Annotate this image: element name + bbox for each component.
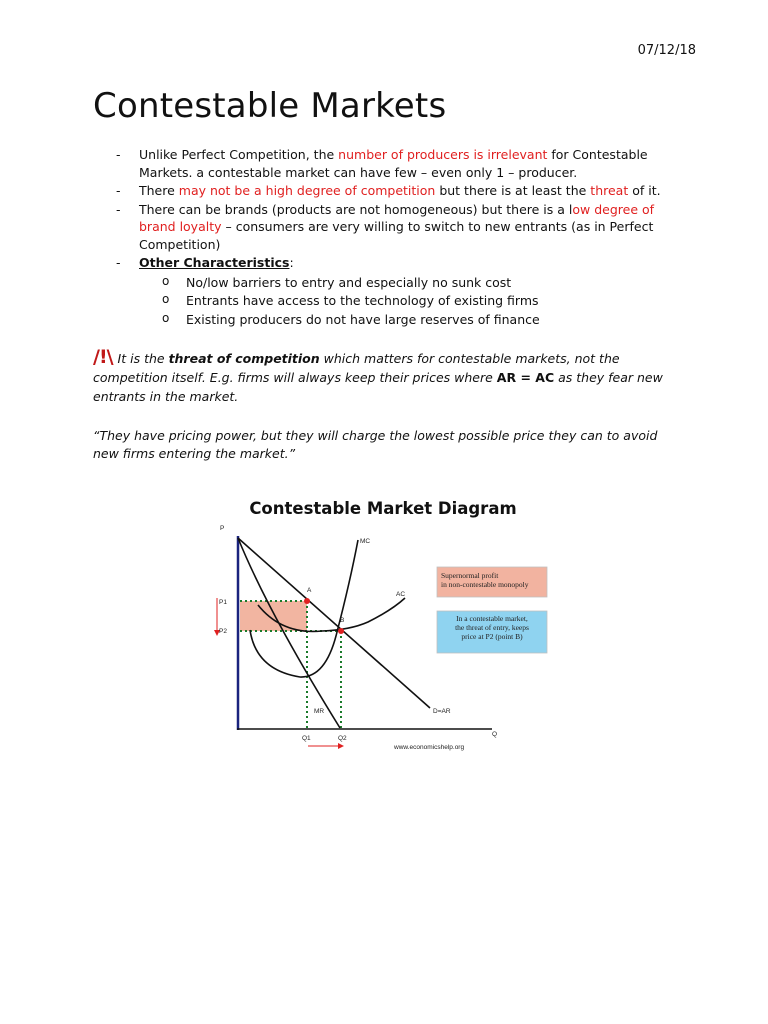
- warning-pre: It is the: [117, 351, 169, 366]
- bullet-list: [112, 146, 672, 329]
- contestable-box-line-1: In a contestable market,: [456, 614, 528, 623]
- body-text: There can be brands (products are not homogeneous) but there is a l: [139, 201, 573, 217]
- warning-icon: /!\: [93, 346, 113, 368]
- bullet-item: [112, 182, 672, 200]
- label-q: Q: [492, 731, 498, 738]
- profit-box-line-1: Supernormal profit: [441, 571, 499, 580]
- quantity-increase-arrowhead: [338, 743, 344, 749]
- label-mc: MC: [360, 538, 371, 545]
- label-q2: Q2: [338, 735, 347, 742]
- body-text: – consumers are very willing to switch to new entrants (as in Perfect Competition): [139, 219, 654, 252]
- highlight-text: number of producers is irrelevant: [338, 147, 548, 162]
- bullet-text-0: [139, 147, 648, 180]
- source-credit: www.economicshelp.org: [394, 744, 465, 751]
- mr-curve: [238, 538, 340, 728]
- bullet-item: [112, 201, 672, 254]
- contestable-market-diagram: [200, 520, 560, 760]
- bullet-text-2: [139, 202, 654, 252]
- supernormal-profit-area: [240, 601, 307, 631]
- sub-item: o Existing producers do not have large reserves of finance: [139, 311, 672, 329]
- label-ac: AC: [396, 591, 406, 598]
- contestable-box-line-3: price at P2 (point B): [461, 632, 523, 641]
- point-a: [304, 598, 310, 604]
- label-a: A: [307, 587, 312, 594]
- label-q1: Q1: [302, 735, 311, 742]
- colon: :: [289, 255, 294, 270]
- point-b: [338, 628, 344, 634]
- label-p: P: [220, 525, 225, 532]
- label-dar: D=AR: [433, 708, 451, 715]
- bullet-item: [112, 146, 672, 181]
- body-text: of it.: [628, 183, 661, 198]
- sub-item: o No/low barriers to entry and especially no sunk cost: [139, 274, 672, 292]
- highlight-text: may not be a high degree of competition: [178, 183, 436, 198]
- warning-mid: which matters for contestable markets, not the competition itself. E.g. firms will always keep their prices where: [93, 351, 620, 385]
- label-p2: P2: [219, 628, 227, 635]
- other-characteristics-heading: Other Characteristics: [139, 255, 290, 270]
- highlight-text: threat: [590, 183, 629, 198]
- sub-item: o Entrants have access to the technology of existing firms: [139, 292, 672, 310]
- bullet-item-other-characteristics: [112, 254, 672, 328]
- warning-emphasis: threat of competition: [168, 351, 320, 366]
- body-text: Unlike Perfect Competition, the: [139, 147, 339, 162]
- contestable-box-line-2: the threat of entry, keeps: [455, 623, 529, 632]
- quote: “They have pricing power, but they will charge the lowest possible price they can to avoid new firms entering the market.”: [93, 428, 658, 461]
- profit-box-line-2: in non-contestable monopoly: [441, 580, 529, 589]
- label-mr: MR: [314, 708, 325, 715]
- diagram-title: Contestable Market Diagram: [249, 499, 517, 518]
- body-text: but there is at least the: [435, 183, 591, 198]
- body-text: There: [139, 183, 179, 198]
- page-title: Contestable Markets: [93, 86, 447, 126]
- body-text: for Contestable Markets. a contestable market can have few – even only 1 – producer.: [139, 147, 648, 180]
- warning-post: as they fear new entrants in the market.: [93, 370, 663, 404]
- sub-list: [139, 274, 672, 329]
- warning-formula: AR = AC: [496, 370, 555, 385]
- date: 07/12/18: [637, 43, 696, 58]
- highlight-text: ow degree of brand loyalty: [139, 201, 655, 234]
- warning-paragraph: [93, 348, 673, 406]
- label-b: B: [340, 617, 345, 624]
- bullet-text-1: [139, 183, 661, 198]
- label-p1: P1: [219, 599, 227, 606]
